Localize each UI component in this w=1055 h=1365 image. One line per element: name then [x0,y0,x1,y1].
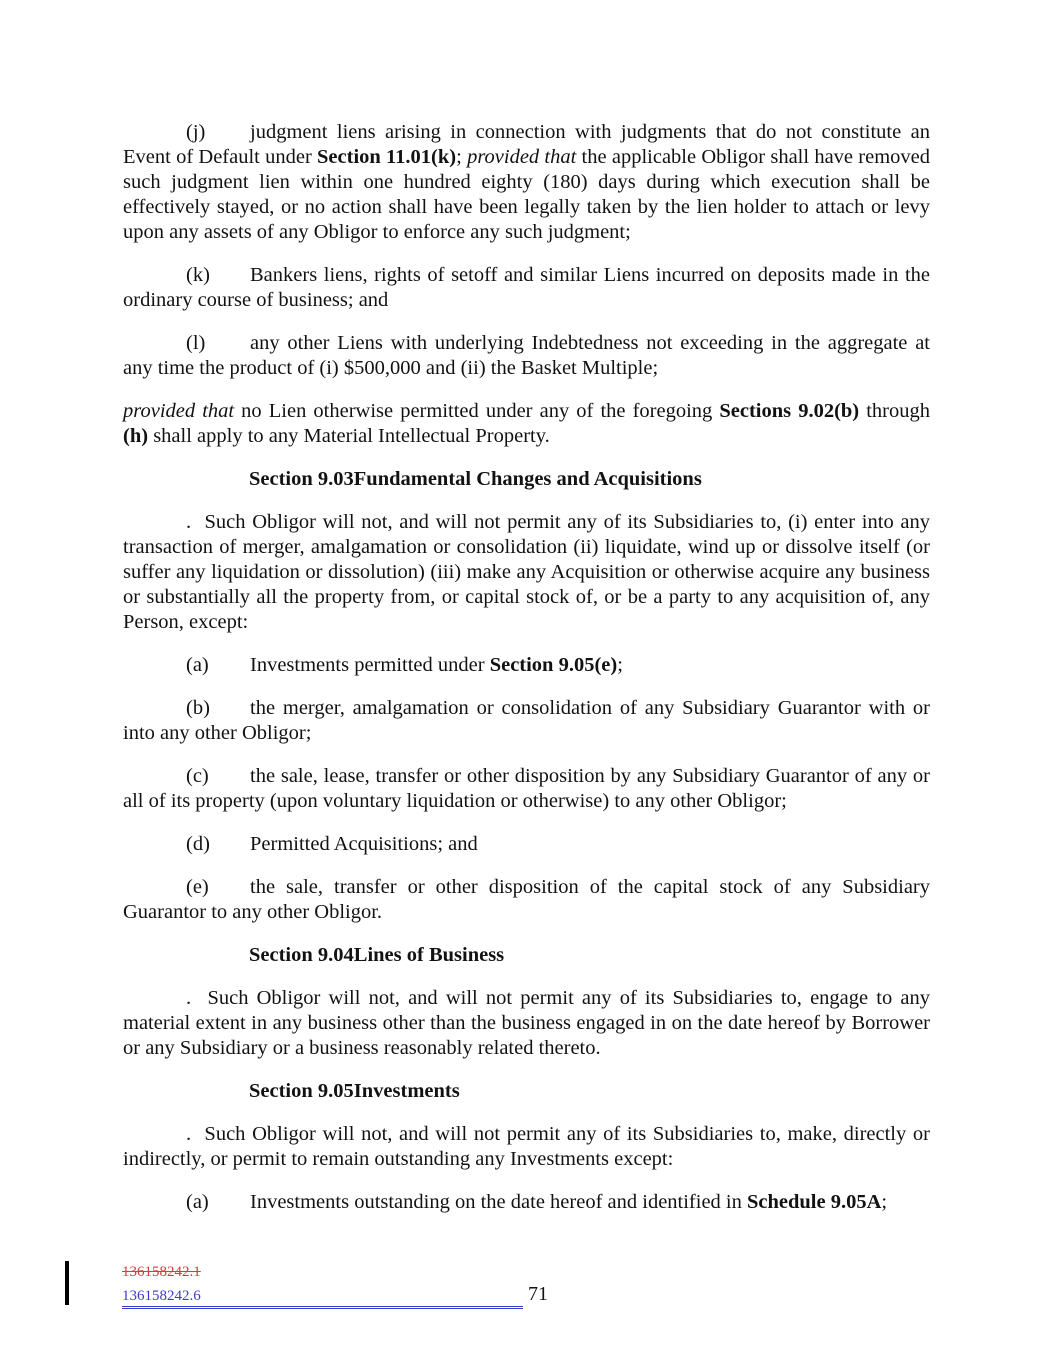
text-run: . Such Obligor will not, and will not permit any of its Subsidiaries to, engage to any material extent in any business other than the business engaged in on the date hereof by Borrower or any Subsidiary or a business reasonably related thereto. [123,987,930,1059]
list-item-label: (d) [186,833,210,855]
section-title: Fundamental Changes and Acquisitions [353,468,702,490]
list-item-label: (a) [186,1191,209,1213]
text-run-italic: provided that [123,400,235,422]
section-number: Section 9.04 [249,944,354,966]
text-run: . Such Obligor will not, and will not permit any of its Subsidiaries to, make, directly or indirectly, or permit to remain outstanding any Investments except: [123,1123,930,1170]
list-item-label: (a) [186,654,209,676]
paragraph-l [123,331,930,381]
text-run-bold: Section 11.01(k) [317,146,457,168]
text-run: shall apply to any Material Intellectual Property. [148,425,550,447]
page-footer [122,1283,548,1309]
text-run: any other Liens with underlying Indebtedness not exceeding in the aggregate at any time the product of (i) $500,000 and (ii) the Basket Multiple; [123,332,930,379]
section-number: Section 9.05 [249,1080,354,1102]
paragraph-9-03-d [123,832,930,857]
revision-change-bar [65,1261,69,1305]
text-run: judgment liens arising in connection with judgments that do not constitute an Event of Default under [123,121,930,168]
text-run-bold: Section 9.05(e) [489,654,618,676]
page-number: 71 [528,1283,548,1305]
section-9-03-heading [123,467,930,492]
section-9-03-body [123,510,930,635]
text-run: . Such Obligor will not, and will not permit any of its Subsidiaries to, (i) enter into any transaction of merger, amalgamation or consolidation (ii) liquidate, wind up or dissolve itself (or suffer any liquidation or dissolution) (iii) make any Acquisition or otherwise acquire any business or substantially all the property from, or capital stock of, or be a party to any acquisition of, any Person, except: [123,511,930,633]
inserted-doc-number: 136158242.6 [122,1287,523,1309]
text-run: the merger, amalgamation or consolidation of any Subsidiary Guarantor with or into any other Obligor; [123,697,930,744]
text-run-bold: (h) [123,425,149,447]
list-item-label: (e) [186,876,209,898]
section-9-04-body [123,986,930,1061]
section-number: Section 9.03 [249,468,354,490]
section-9-05-body [123,1122,930,1172]
section-9-04-heading [123,943,930,968]
section-title: Lines of Business [353,944,505,966]
list-item-label: (c) [186,765,209,787]
list-item-label: (l) [186,332,206,354]
text-run-bold: Schedule 9.05A [747,1191,882,1213]
text-run: ; [456,146,468,168]
text-run-bold: Sections 9.02(b) [719,400,860,422]
paragraph-9-03-a [123,653,930,678]
text-run: Bankers liens, rights of setoff and similar Liens incurred on deposits made in the ordinary course of business; and [123,264,930,311]
text-run: the sale, lease, transfer or other disposition by any Subsidiary Guarantor of any or all of its property (upon voluntary liquidation or otherwise) to any other Obligor; [123,765,930,812]
paragraph-k [123,263,930,313]
text-run: Investments permitted under [250,654,490,676]
document-body [123,120,930,1233]
list-item-label: (j) [186,121,206,143]
text-run-italic: provided that [467,146,577,168]
text-run: ; [881,1191,888,1213]
text-run: the applicable Obligor shall have removed such judgment lien within one hundred eighty (180) days during which execution shall be effectively stayed, or no action shall have been legally taken by the lien holder to attach or levy upon any assets of any Obligor to enforce any such judgment; [123,146,930,243]
text-run: no Lien otherwise permitted under any of the foregoing [234,400,720,422]
paragraph-9-03-e [123,875,930,925]
list-item-label: (k) [186,264,210,286]
paragraph-9-03-c [123,764,930,814]
text-run: the sale, transfer or other disposition of the capital stock of any Subsidiary Guarantor to any other Obligor. [123,876,930,923]
paragraph-9-05-a [123,1190,930,1215]
text-run: through [859,400,930,422]
section-9-05-heading [123,1079,930,1104]
list-item-label: (b) [186,697,210,719]
section-title: Investments [353,1080,460,1102]
text-run: ; [617,654,623,676]
paragraph-9-03-b [123,696,930,746]
deleted-doc-number: 136158242.1 [122,1264,201,1280]
paragraph-j [123,120,930,245]
text-run: Investments outstanding on the date hereof and identified in [250,1191,747,1213]
proviso-paragraph [123,399,930,449]
text-run: Permitted Acquisitions; and [250,833,478,855]
